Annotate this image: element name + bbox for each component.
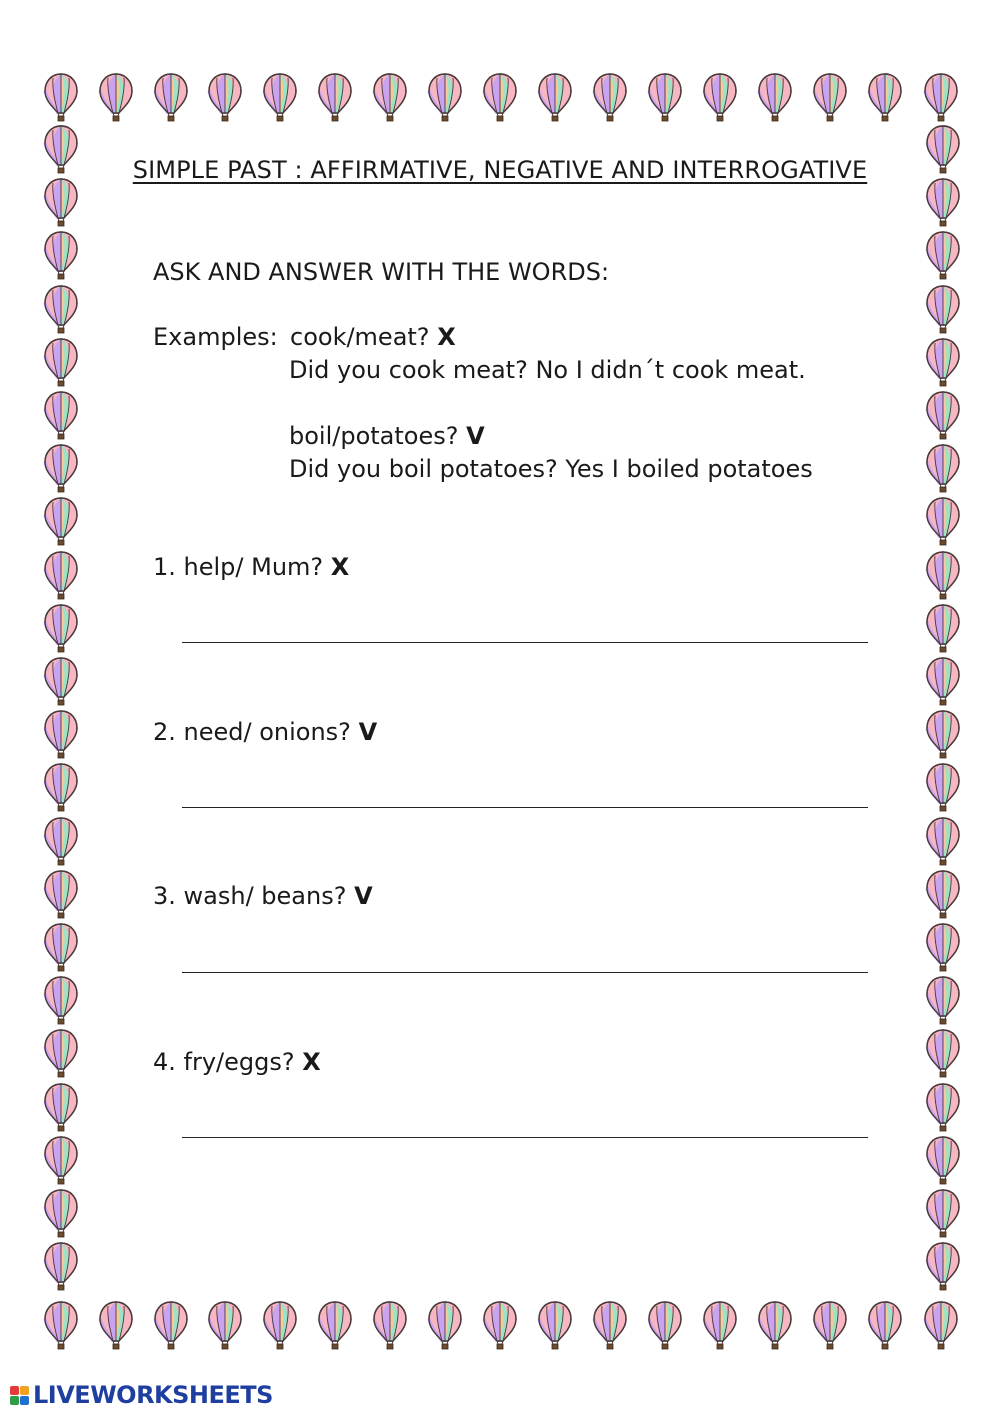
question-2 xyxy=(153,718,377,746)
balloon-icon xyxy=(45,74,77,121)
question-1-prompt: 1. help/ Mum? xyxy=(153,553,324,581)
question-3 xyxy=(153,882,373,910)
balloon-icon xyxy=(45,552,77,599)
balloon-icon xyxy=(927,552,959,599)
question-4-prompt: 4. fry/eggs? xyxy=(153,1048,295,1076)
balloon-icon xyxy=(45,392,77,439)
balloon-icon xyxy=(927,1137,959,1184)
question-3-prompt: 3. wash/ beans? xyxy=(153,882,347,910)
balloon-icon xyxy=(45,1190,77,1237)
balloon-icon xyxy=(319,74,351,121)
page-title xyxy=(0,156,1000,184)
balloon-icon xyxy=(927,605,959,652)
balloon-icon xyxy=(100,74,132,121)
balloon-icon xyxy=(429,1302,461,1349)
balloon-icon xyxy=(45,1137,77,1184)
balloon-icon xyxy=(925,1302,957,1349)
balloon-icon xyxy=(45,977,77,1024)
balloon-icon xyxy=(927,392,959,439)
balloon-icon xyxy=(45,1030,77,1077)
question-2-prompt: 2. need/ onions? xyxy=(153,718,351,746)
balloon-icon xyxy=(209,1302,241,1349)
question-1 xyxy=(153,553,349,581)
balloon-icon xyxy=(264,74,296,121)
balloon-icon xyxy=(759,1302,791,1349)
balloon-icon xyxy=(927,871,959,918)
question-4 xyxy=(153,1048,321,1076)
question-1-answer-line[interactable] xyxy=(182,642,868,643)
example-1-mark: X xyxy=(437,323,456,351)
balloon-icon xyxy=(45,764,77,811)
balloon-icon xyxy=(319,1302,351,1349)
balloon-icon xyxy=(927,179,959,226)
balloon-icon xyxy=(484,1302,516,1349)
example-1-prompt xyxy=(290,323,456,351)
balloon-icon xyxy=(927,1084,959,1131)
question-2-mark: V xyxy=(358,718,378,746)
balloon-icon xyxy=(927,658,959,705)
liveworksheets-logo[interactable] xyxy=(10,1380,273,1410)
balloon-icon xyxy=(374,74,406,121)
balloon-icon xyxy=(45,924,77,971)
balloon-icon xyxy=(649,1302,681,1349)
balloon-icon xyxy=(927,977,959,1024)
balloon-icon xyxy=(45,711,77,758)
brand-name: LIVEWORKSHEETS xyxy=(33,1381,273,1409)
balloon-icon xyxy=(45,1302,77,1349)
balloon-icon xyxy=(45,818,77,865)
balloon-icon xyxy=(45,286,77,333)
example-2-mark: V xyxy=(466,422,485,450)
balloon-icon xyxy=(927,498,959,545)
balloon-icon xyxy=(649,74,681,121)
balloon-icon xyxy=(927,1243,959,1290)
example-1-prompt-text: cook/meat? xyxy=(290,323,430,351)
balloon-icon xyxy=(209,74,241,121)
balloon-icon xyxy=(45,179,77,226)
page-title-text: SIMPLE PAST : AFFIRMATIVE, NEGATIVE AND INTERROGATIVE xyxy=(132,156,868,184)
question-1-mark: X xyxy=(330,553,350,581)
question-4-mark: X xyxy=(302,1048,321,1076)
balloon-icon xyxy=(264,1302,296,1349)
balloon-icon xyxy=(45,871,77,918)
balloon-icon xyxy=(704,74,736,121)
balloon-icon xyxy=(539,1302,571,1349)
balloon-icon xyxy=(45,445,77,492)
example-1-answer: Did you cook meat? No I didn´t cook meat. xyxy=(289,356,806,384)
instruction-text: ASK AND ANSWER WITH THE WORDS: xyxy=(153,258,610,286)
question-3-answer-line[interactable] xyxy=(182,972,868,973)
balloon-icon xyxy=(927,1030,959,1077)
balloon-icon xyxy=(869,74,901,121)
balloon-icon xyxy=(45,1243,77,1290)
balloon-icon xyxy=(539,74,571,121)
logo-mark-icon xyxy=(10,1386,29,1405)
balloon-icon xyxy=(814,1302,846,1349)
balloon-icon xyxy=(927,339,959,386)
balloon-icon xyxy=(155,74,187,121)
balloon-icon xyxy=(155,1302,187,1349)
balloon-icon xyxy=(45,339,77,386)
example-2-answer: Did you boil potatoes? Yes I boiled potatoes xyxy=(289,455,813,483)
balloon-icon xyxy=(927,818,959,865)
question-2-answer-line[interactable] xyxy=(182,807,868,808)
balloon-icon xyxy=(927,924,959,971)
balloon-icon xyxy=(429,74,461,121)
balloon-icon xyxy=(927,286,959,333)
balloon-icon xyxy=(484,74,516,121)
balloon-icon xyxy=(869,1302,901,1349)
example-2-prompt xyxy=(289,422,485,450)
balloon-icon xyxy=(45,658,77,705)
balloon-icon xyxy=(594,74,626,121)
balloon-icon xyxy=(927,764,959,811)
balloon-icon xyxy=(927,232,959,279)
balloon-icon xyxy=(759,74,791,121)
balloon-icon xyxy=(45,232,77,279)
question-3-mark: V xyxy=(354,882,373,910)
balloon-icon xyxy=(594,1302,626,1349)
balloon-icon xyxy=(925,74,957,121)
question-4-answer-line[interactable] xyxy=(182,1137,868,1138)
balloon-icon xyxy=(45,498,77,545)
balloon-icon xyxy=(927,711,959,758)
balloon-icon xyxy=(100,1302,132,1349)
balloon-icon xyxy=(814,74,846,121)
examples-label: Examples: xyxy=(153,323,278,351)
balloon-icon xyxy=(927,1190,959,1237)
balloon-icon xyxy=(45,1084,77,1131)
balloon-icon xyxy=(45,605,77,652)
example-2-prompt-text: boil/potatoes? xyxy=(289,422,459,450)
balloon-icon xyxy=(927,445,959,492)
balloon-icon xyxy=(374,1302,406,1349)
balloon-icon xyxy=(704,1302,736,1349)
